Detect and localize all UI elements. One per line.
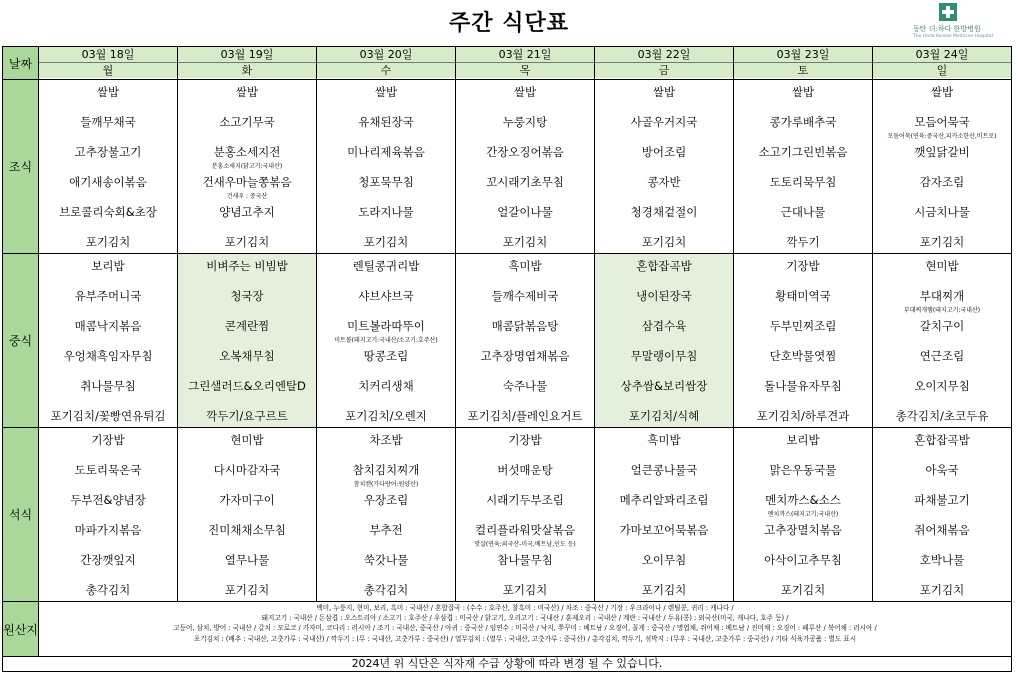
breakfast-menu-cell — [178, 80, 317, 254]
menu-item: 깍두기 — [786, 235, 820, 249]
menu-item: 쌀밥 — [652, 85, 676, 99]
menu-item: 브로콜리숙회&초장 — [59, 205, 157, 219]
menu-item: 포기김치 — [502, 235, 548, 249]
weekly-menu-table — [2, 46, 1012, 672]
menu-item: 진미채채소무침 — [208, 523, 286, 537]
menu-item: 참치김치찌개 — [352, 463, 420, 477]
menu-item: 근대나물 — [780, 205, 826, 219]
lunch-menu-cell — [317, 254, 456, 428]
ingredient-origin-note: 참치캔(가다랑어:원양산) — [353, 481, 419, 488]
menu-item: 미나리제육볶음 — [347, 145, 425, 159]
menu-item: 다시마감자국 — [213, 463, 281, 477]
menu-item: 분홍소세지전 — [213, 145, 281, 159]
menu-item: 누룽지탕 — [502, 115, 548, 129]
menu-item: 부추전 — [369, 523, 403, 537]
day-header — [595, 47, 734, 80]
menu-item: 미트볼라따뚜이 — [347, 319, 425, 333]
day-header — [873, 47, 1012, 80]
lunch-menu-cell — [456, 254, 595, 428]
menu-item: 건새우마늘쫑볶음 — [202, 175, 292, 189]
menu-item: 흑미밥 — [647, 433, 681, 447]
hospital-cross-icon — [939, 3, 957, 21]
menu-item: 쌀밥 — [96, 85, 120, 99]
menu-item: 유부주머니국 — [74, 289, 142, 303]
dinner-menu-cell — [873, 428, 1012, 602]
menu-item: 렌틸콩귀리밥 — [352, 259, 420, 273]
menu-item: 갈치구이 — [919, 319, 965, 333]
menu-item: 포기김치 — [641, 235, 687, 249]
menu-item: 포기김치/플레인요거트 — [467, 409, 583, 423]
page-title: 주간 식단표 — [449, 11, 569, 36]
menu-item: 맑은우동국물 — [769, 463, 837, 477]
menu-item: 고추장명엽채볶음 — [480, 349, 570, 363]
menu-item: 포기김치/꽃빵연유튀김 — [50, 409, 166, 423]
ingredient-origin-note: 미트볼(돼지고기:국내산/소고기:호주산) — [334, 337, 438, 344]
menu-item: 소고기그린빈볶음 — [758, 145, 848, 159]
day-date: 03월 24일 — [873, 47, 1011, 63]
menu-item: 오복채무침 — [219, 349, 275, 363]
ingredient-origin-note: 부대찌개햄(돼지고기:국내산) — [903, 307, 981, 314]
menu-item: 치커리생채 — [358, 379, 414, 393]
menu-item: 간장오징어볶음 — [486, 145, 564, 159]
menu-item: 숙주나물 — [502, 379, 548, 393]
origin-label: 원산지 — [3, 602, 39, 657]
menu-item: 청경채겉절이 — [630, 205, 698, 219]
menu-item: 호박나물 — [919, 553, 965, 567]
breakfast-menu-cell — [595, 80, 734, 254]
menu-item: 돌나물유자무침 — [764, 379, 842, 393]
menu-item: 얼큰콩나물국 — [630, 463, 698, 477]
menu-item: 애기새송이볶음 — [69, 175, 147, 189]
menu-item: 취나물무침 — [80, 379, 136, 393]
menu-item: 보리밥 — [786, 433, 820, 447]
menu-item: 쌀밥 — [513, 85, 537, 99]
footer-notice: 2024년 위 식단은 식자재 수급 상황에 따라 변경 될 수 있습니다. — [3, 657, 1012, 672]
menu-item: 도라지나물 — [358, 205, 414, 219]
ingredient-origin-note: 멘치까스(돼지고기:국내산) — [767, 511, 839, 518]
menu-item: 오이지무침 — [914, 379, 970, 393]
menu-item: 들깨무채국 — [80, 115, 136, 129]
menu-item: 포기김치/오렌지 — [345, 409, 427, 423]
day-date: 03월 20일 — [317, 47, 455, 63]
menu-item: 총각김치 — [363, 583, 409, 597]
logo-subtitle: The Hada Korean Medicine Hospital — [913, 34, 993, 39]
day-header — [734, 47, 873, 80]
menu-item: 도토리묵무침 — [769, 175, 837, 189]
menu-item: 마파가지볶음 — [74, 523, 142, 537]
menu-item: 시금치나물 — [914, 205, 970, 219]
menu-item: 포기김치 — [224, 235, 270, 249]
menu-item: 삼겹수육 — [641, 319, 687, 333]
hospital-logo — [913, 3, 1008, 43]
menu-item: 오이무침 — [641, 553, 687, 567]
menu-item: 모듬어묵국 — [914, 115, 970, 129]
breakfast-menu-cell — [317, 80, 456, 254]
menu-item: 포기김치 — [502, 583, 548, 597]
lunch-label: 중식 — [3, 254, 39, 428]
origin-line: 돼지고기 : 국내산 / 돈삼겹 : 오스트리아 / 소고기 : 호주산 / 우삼겹 : 미국산 / 닭고기, 오리고기 : 국내산 / 훈제오리 : 국내산 / 계란 : 국내산 / 두유(콩) : 외국산(미국, 캐나다, 호주 등) / — [261, 614, 789, 623]
menu-item: 매콤닭볶음탕 — [491, 319, 559, 333]
day-header — [317, 47, 456, 80]
menu-item: 포기김치 — [363, 235, 409, 249]
menu-item: 우엉채흑임자무침 — [63, 349, 153, 363]
menu-item: 청국장 — [230, 289, 264, 303]
menu-item: 쌀밥 — [235, 85, 259, 99]
day-date: 03월 22일 — [595, 47, 733, 63]
origin-line: 포기김치 : (배추 : 국내산, 고춧가루 : 국내산) / 깍두기 : (무 : 국내산, 고춧가루 : 중국산) / 열무김치 : (열무 : 국내산, 고춧가루 : 중국산) / 총각김치, 깍두기, 섞박지 : (무우 : 국내산, 고춧가루 : 중국산) / 기타 식육가공품 : 별도 표시 — [193, 634, 857, 643]
menu-item: 청포묵무침 — [358, 175, 414, 189]
menu-item: 아삭이고추무침 — [764, 553, 842, 567]
menu-item: 쥐어채볶음 — [914, 523, 970, 537]
dinner-menu-cell — [317, 428, 456, 602]
dinner-label: 석식 — [3, 428, 39, 602]
menu-item: 사골우거지국 — [630, 115, 698, 129]
menu-item: 부대찌개 — [919, 289, 965, 303]
ingredient-origin-note: 맛살(연육:외국산-미국,베트남,인도 등) — [474, 541, 576, 548]
menu-item: 가자미구이 — [219, 493, 275, 507]
menu-item: 흑미밥 — [508, 259, 542, 273]
menu-item: 쑥갓나물 — [363, 553, 409, 567]
menu-item: 무말랭이무침 — [630, 349, 698, 363]
menu-item: 총각김치/초코두유 — [895, 409, 989, 423]
menu-item: 총각김치 — [85, 583, 131, 597]
menu-item: 보리밥 — [91, 259, 125, 273]
lunch-menu-cell — [39, 254, 178, 428]
menu-item: 연근조림 — [919, 349, 965, 363]
menu-item: 콩자반 — [647, 175, 681, 189]
lunch-menu-cell — [178, 254, 317, 428]
menu-item: 혼합잡곡밥 — [914, 433, 970, 447]
menu-item: 들깨수제비국 — [491, 289, 559, 303]
menu-item: 포기김치 — [919, 235, 965, 249]
day-of-week: 화 — [178, 63, 316, 78]
dinner-menu-cell — [595, 428, 734, 602]
origin-info — [39, 602, 1012, 657]
menu-item: 단호박물엿찜 — [769, 349, 837, 363]
menu-item: 두부민찌조림 — [769, 319, 837, 333]
menu-item: 방어조림 — [641, 145, 687, 159]
lunch-menu-cell — [873, 254, 1012, 428]
menu-item: 상추쌈&보리쌈장 — [620, 379, 708, 393]
menu-item: 기장밥 — [508, 433, 542, 447]
day-of-week: 일 — [873, 63, 1011, 78]
menu-item: 차조밥 — [369, 433, 403, 447]
menu-item: 시래기두부조림 — [486, 493, 564, 507]
menu-item: 컬리플라워맛살볶음 — [475, 523, 575, 537]
menu-item: 기장밥 — [91, 433, 125, 447]
menu-item: 버섯매운탕 — [497, 463, 553, 477]
logo-name: 동탄 더:하다 한방병원 — [913, 25, 981, 33]
menu-item: 그린샐러드&오리엔탈D — [188, 379, 306, 393]
menu-item: 기장밥 — [786, 259, 820, 273]
breakfast-menu-cell — [39, 80, 178, 254]
ingredient-origin-note: 모듬어묵(연육:중국산,피카소한산,비트로) — [887, 133, 997, 140]
menu-item: 샤브샤브국 — [358, 289, 414, 303]
menu-item: 꼬시래기초무침 — [486, 175, 564, 189]
menu-item: 쌀밥 — [791, 85, 815, 99]
menu-item: 깍두기/요구르트 — [206, 409, 288, 423]
menu-item: 열무나물 — [224, 553, 270, 567]
menu-item: 고추장불고기 — [74, 145, 142, 159]
menu-item: 포기김치/식혜 — [628, 409, 700, 423]
menu-item: 포기김치 — [780, 583, 826, 597]
ingredient-origin-note: 건새우 : 중국산 — [226, 193, 268, 200]
menu-item: 양념고추지 — [219, 205, 275, 219]
breakfast-label: 조식 — [3, 80, 39, 254]
menu-item: 간장깻잎지 — [80, 553, 136, 567]
menu-item: 얼갈이나물 — [497, 205, 553, 219]
menu-item: 매콤낙지볶음 — [74, 319, 142, 333]
menu-item: 포기김치 — [919, 583, 965, 597]
breakfast-menu-cell — [456, 80, 595, 254]
menu-item: 가마보꼬어묵볶음 — [619, 523, 709, 537]
lunch-menu-cell — [595, 254, 734, 428]
breakfast-menu-cell — [734, 80, 873, 254]
menu-item: 메추리알꽈리조림 — [619, 493, 709, 507]
menu-item: 비벼주는 비빔밥 — [206, 259, 288, 273]
menu-item: 포기김치 — [641, 583, 687, 597]
menu-item: 땅콩조림 — [363, 349, 409, 363]
day-of-week: 금 — [595, 63, 733, 78]
menu-item: 포기김치/하루견과 — [756, 409, 850, 423]
menu-item: 황태미역국 — [775, 289, 831, 303]
day-date: 03월 19일 — [178, 47, 316, 63]
dinner-menu-cell — [456, 428, 595, 602]
menu-item: 포기김치 — [85, 235, 131, 249]
date-label: 날짜 — [3, 47, 39, 80]
day-of-week: 수 — [317, 63, 455, 78]
origin-line: 백미, 누룽지, 현미, 보리, 흑미 : 국내산 / 혼합잡곡 : (수수 : 호주산, 찰흑미 : 미국산) / 차조 : 중국산 / 기장 : 우크라이나 / 렌틸콩, 귀리 : 캐나다 / — [316, 604, 734, 612]
menu-item: 고추장멸치볶음 — [764, 523, 842, 537]
day-header — [39, 47, 178, 80]
menu-item: 두부전&양념장 — [70, 493, 146, 507]
menu-item: 콘계란찜 — [224, 319, 270, 333]
menu-item: 쌀밥 — [930, 85, 954, 99]
ingredient-origin-note: 분홍소세지(닭고기:국내산) — [211, 163, 283, 170]
menu-item: 깻잎닭갈비 — [914, 145, 970, 159]
menu-item: 아욱국 — [925, 463, 959, 477]
day-date: 03월 23일 — [734, 47, 872, 63]
menu-item: 냉이된장국 — [636, 289, 692, 303]
menu-item: 포기김치 — [224, 583, 270, 597]
dinner-menu-cell — [39, 428, 178, 602]
day-of-week: 토 — [734, 63, 872, 78]
day-header — [178, 47, 317, 80]
menu-item: 우장조림 — [363, 493, 409, 507]
day-date: 03월 21일 — [456, 47, 594, 63]
breakfast-menu-cell — [873, 80, 1012, 254]
menu-item: 유채된장국 — [358, 115, 414, 129]
day-of-week: 목 — [456, 63, 594, 78]
menu-item: 현미밥 — [230, 433, 264, 447]
menu-item: 콩가루배추국 — [769, 115, 837, 129]
menu-item: 파채불고기 — [914, 493, 970, 507]
menu-item: 멘치까스&소스 — [765, 493, 841, 507]
menu-item: 참나물무침 — [497, 553, 553, 567]
day-date: 03월 18일 — [39, 47, 177, 63]
menu-item: 감자조림 — [919, 175, 965, 189]
menu-item: 도토리묵온국 — [74, 463, 142, 477]
dinner-menu-cell — [734, 428, 873, 602]
lunch-menu-cell — [734, 254, 873, 428]
menu-item: 현미밥 — [925, 259, 959, 273]
origin-line: 고등어, 삼치, 방어 : 국내산 / 갈치 : 모로코 / 가자미, 코다리 : 러시아 / 조기 : 국내산, 중국산 / 아귀 : 중국산 / 임연수 : 미국산 / 낙지, 쭈꾸미 : 베트남 / 오징어, 꼴게 : 중국산 / 명엽채, 쥐어채 : 베트남 / 진미채 : 오징어 : 페루산 / 북어채 : 러시아 / — [173, 624, 877, 633]
dinner-menu-cell — [178, 428, 317, 602]
menu-item: 혼합잡곡밥 — [636, 259, 692, 273]
day-of-week: 월 — [39, 63, 177, 78]
day-header — [456, 47, 595, 80]
menu-item: 소고기무국 — [219, 115, 275, 129]
menu-item: 쌀밥 — [374, 85, 398, 99]
